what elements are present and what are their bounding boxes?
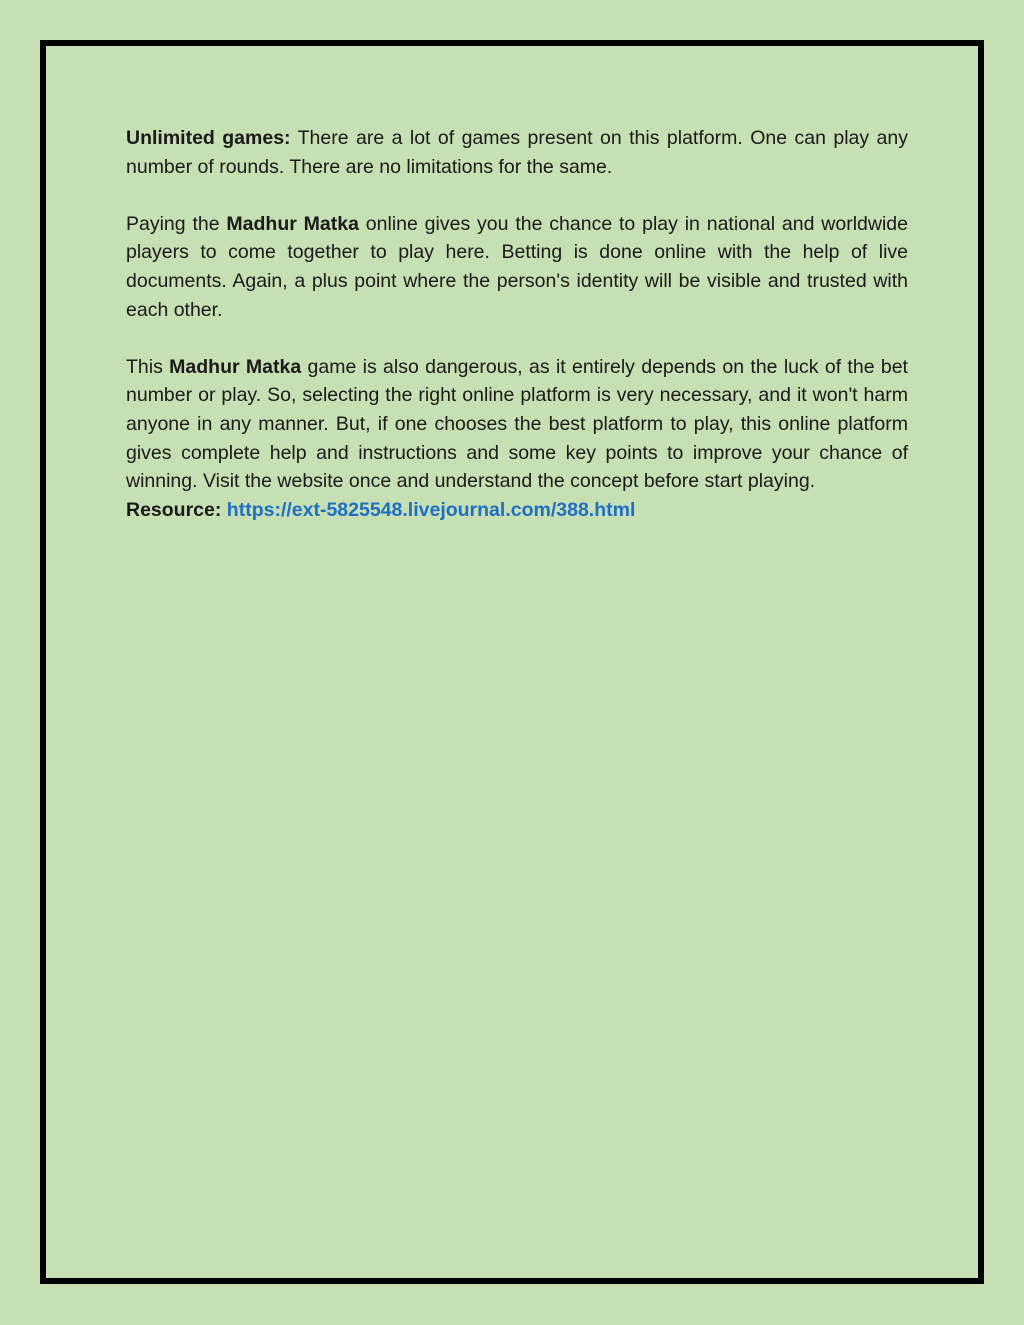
paragraph-unlimited-games: [126, 124, 908, 181]
paying-text-before: Paying the: [126, 212, 227, 235]
dangerous-text-after: game is also dangerous, as it entirely depends on the luck of the bet number or play. So, selecting the right online platform is very necessary, and it won't harm anyone in any manner. But, if one chooses the best platform to play, this online platform gives complete help and instructions and some key points to improve your chance of winning. Visit the website once and understand the concept before start playing.: [126, 355, 908, 493]
paying-text-after: online gives you the chance to play in national and worldwide players to come together to play here. Betting is done online with the help of live documents. Again, a plus point where the person's identity will be visible and trusted with each other.: [126, 212, 908, 321]
page-frame: [40, 40, 984, 1284]
resource-link[interactable]: https://ext-5825548.livejournal.com/388.html: [226, 498, 636, 521]
brand-name: Madhur Matka: [226, 212, 359, 235]
dangerous-text-before: This: [126, 355, 170, 378]
brand-name: Madhur Matka: [169, 355, 302, 378]
resource-line: [126, 496, 908, 525]
paragraph-gap: [126, 324, 908, 353]
unlimited-games-label: Unlimited games:: [126, 127, 291, 149]
resource-label: Resource:: [126, 498, 222, 521]
unlimited-games-text: There are a lot of games present on this platform. One can play any number of rounds. There are no limitations for the same.: [126, 127, 908, 178]
paragraph-dangerous: [126, 353, 908, 496]
document-body: [126, 124, 908, 524]
paragraph-paying: [126, 210, 908, 324]
paragraph-gap: [126, 181, 908, 210]
